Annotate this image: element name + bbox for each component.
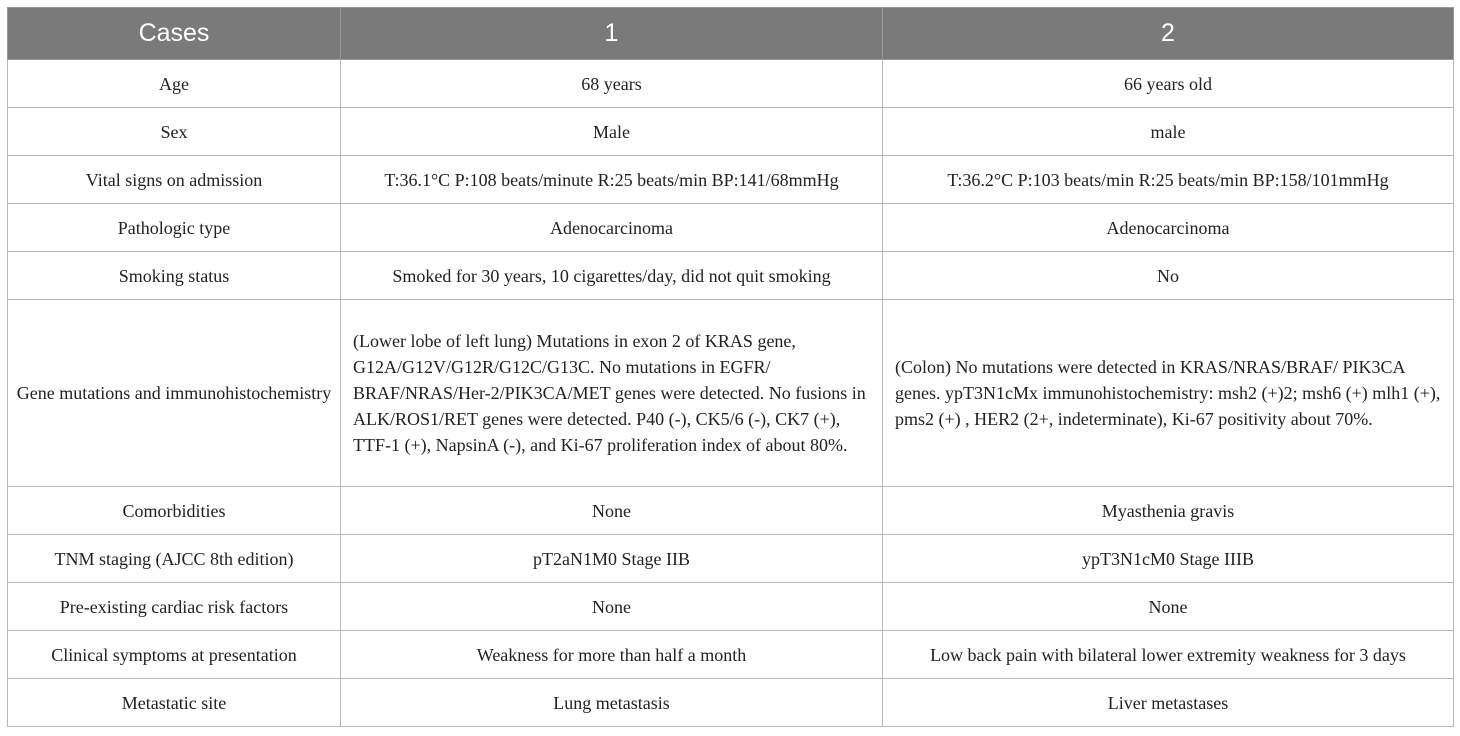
row-label: Pathologic type bbox=[8, 204, 341, 252]
case-2-cell: 66 years old bbox=[883, 60, 1454, 108]
case-1-cell: Weakness for more than half a month bbox=[341, 631, 883, 679]
case-2-cell: male bbox=[883, 108, 1454, 156]
header-cases: Cases bbox=[8, 8, 341, 60]
case-1-cell: Adenocarcinoma bbox=[341, 204, 883, 252]
case-1-cell: None bbox=[341, 487, 883, 535]
row-label: Age bbox=[8, 60, 341, 108]
row-label: TNM staging (AJCC 8th edition) bbox=[8, 535, 341, 583]
row-label: Pre-existing cardiac risk factors bbox=[8, 583, 341, 631]
table-row-tnm-staging bbox=[8, 535, 1454, 583]
table-row-age bbox=[8, 60, 1454, 108]
case-2-cell: Adenocarcinoma bbox=[883, 204, 1454, 252]
row-label: Clinical symptoms at presentation bbox=[8, 631, 341, 679]
case-2-cell: Low back pain with bilateral lower extremity weakness for 3 days bbox=[883, 631, 1454, 679]
case-1-cell: Male bbox=[341, 108, 883, 156]
table-row-cardiac-risk bbox=[8, 583, 1454, 631]
header-case-1: 1 bbox=[341, 8, 883, 60]
case-1-cell: None bbox=[341, 583, 883, 631]
table-row-metastatic-site bbox=[8, 679, 1454, 727]
case-1-cell: Smoked for 30 years, 10 cigarettes/day, did not quit smoking bbox=[341, 252, 883, 300]
table-row-comorbidities bbox=[8, 487, 1454, 535]
case-1-cell: 68 years bbox=[341, 60, 883, 108]
case-1-cell: (Lower lobe of left lung) Mutations in exon 2 of KRAS gene, G12A/G12V/G12R/G12C/G13C. No mutations in EGFR/ BRAF/NRAS/Her-2/PIK3CA/MET genes were detected. No fusions in ALK/ROS1/RET genes were detected. P40 (-), CK5/6 (-), CK7 (+), TTF-1 (+), NapsinA (-), and Ki-67 proliferation index of about 80%. bbox=[341, 300, 883, 487]
case-2-cell: T:36.2°C P:103 beats/min R:25 beats/min BP:158/101mmHg bbox=[883, 156, 1454, 204]
case-1-cell: pT2aN1M0 Stage IIB bbox=[341, 535, 883, 583]
table-row-clinical-symptoms bbox=[8, 631, 1454, 679]
case-2-cell: ypT3N1cM0 Stage IIIB bbox=[883, 535, 1454, 583]
case-comparison-table bbox=[7, 7, 1454, 727]
header-row bbox=[8, 8, 1454, 60]
case-2-cell: Liver metastases bbox=[883, 679, 1454, 727]
table-row-sex bbox=[8, 108, 1454, 156]
case-1-cell: T:36.1°C P:108 beats/minute R:25 beats/min BP:141/68mmHg bbox=[341, 156, 883, 204]
case-comparison-table-container bbox=[7, 7, 1453, 727]
table-row-pathologic-type bbox=[8, 204, 1454, 252]
case-2-cell: Myasthenia gravis bbox=[883, 487, 1454, 535]
header-case-2: 2 bbox=[883, 8, 1454, 60]
table-row-vital-signs bbox=[8, 156, 1454, 204]
case-1-cell: Lung metastasis bbox=[341, 679, 883, 727]
row-label: Sex bbox=[8, 108, 341, 156]
row-label: Smoking status bbox=[8, 252, 341, 300]
table-row-gene-mutations bbox=[8, 300, 1454, 487]
table-row-smoking-status bbox=[8, 252, 1454, 300]
row-label: Metastatic site bbox=[8, 679, 341, 727]
row-label: Comorbidities bbox=[8, 487, 341, 535]
case-2-cell: None bbox=[883, 583, 1454, 631]
case-2-cell: No bbox=[883, 252, 1454, 300]
row-label: Vital signs on admission bbox=[8, 156, 341, 204]
case-2-cell: (Colon) No mutations were detected in KRAS/NRAS/BRAF/ PIK3CA genes. ypT3N1cMx immunohistochemistry: msh2 (+)2; msh6 (+) mlh1 (+), pms2 (+) , HER2 (2+, indeterminate), Ki-67 positivity about 70%. bbox=[883, 300, 1454, 487]
row-label: Gene mutations and immunohistochemistry bbox=[8, 300, 341, 487]
